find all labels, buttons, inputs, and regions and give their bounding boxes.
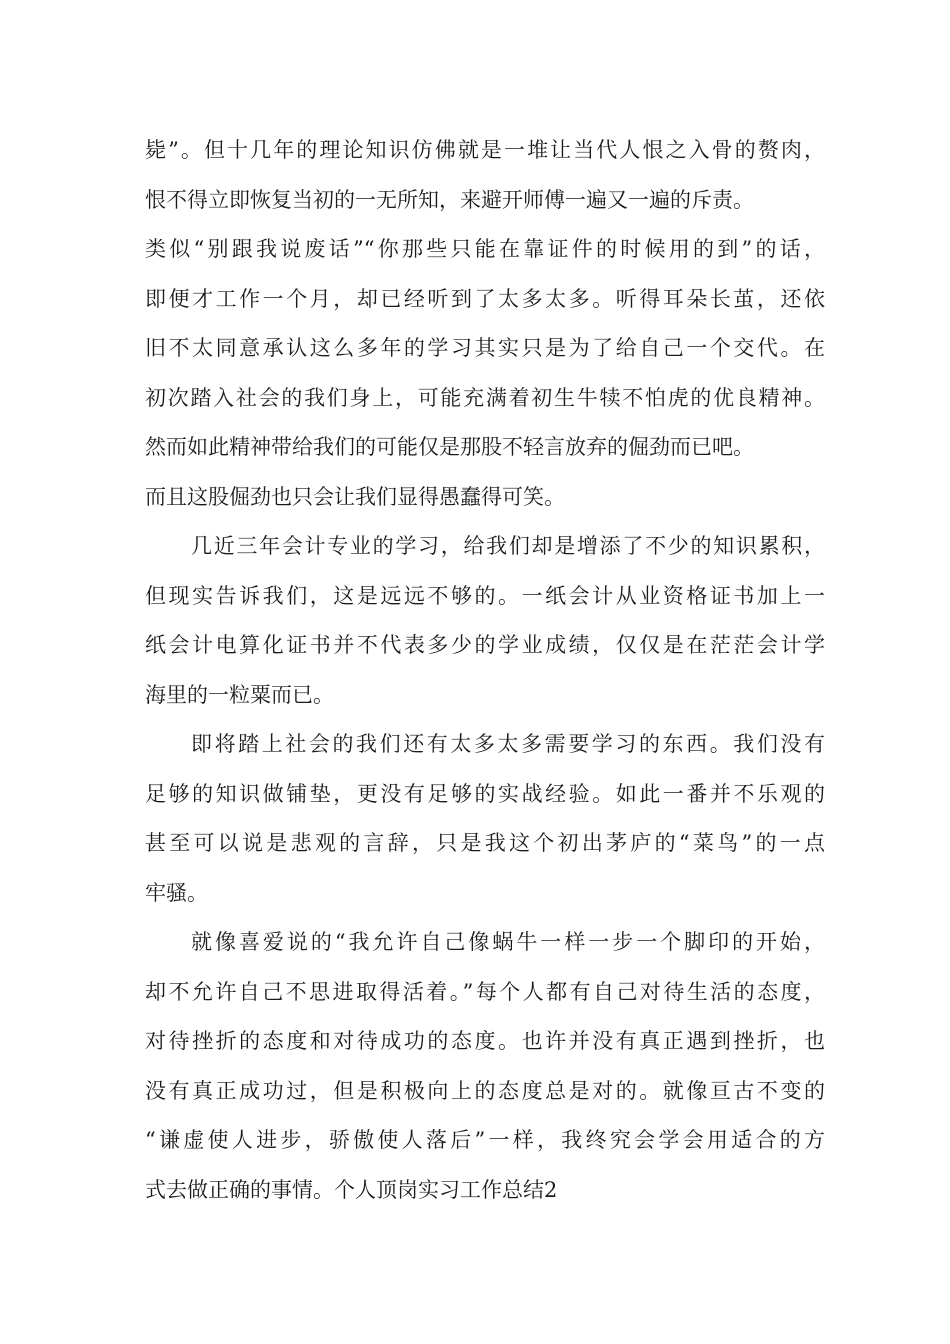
text-line: 即便才工作一个月，却已经听到了太多太多。听得耳朵长茧，还依 [145, 286, 825, 311]
text-line: 海里的一粒粟而已。 [145, 682, 334, 707]
text-line: 然而如此精神带给我们的可能仅是那股不轻言放弃的倔劲而已吧。 [145, 435, 754, 459]
text-line: 式去做正确的事情。个人顶岗实习工作总结2 [145, 1177, 558, 1202]
text-line: 但现实告诉我们，这是远远不够的。一纸会计从业资格证书加上一 [145, 583, 825, 608]
text-line: 牢骚。 [145, 880, 208, 905]
text-line: 就像喜爱说的“我允许自己像蜗牛一样一步一个脚印的开始， [191, 930, 825, 954]
text-line: 旧不太同意承认这么多年的学习其实只是为了给自己一个交代。在 [145, 336, 825, 360]
text-line: 恨不得立即恢复当初的一无所知，来避开师傅一遍又一遍的斥责。 [145, 187, 754, 212]
text-line: 类似“别跟我说废话”“你那些只能在靠证件的时候用的到”的话， [145, 237, 825, 261]
text-line: 没有真正成功过，但是积极向上的态度总是对的。就像亘古不变的 [145, 1078, 825, 1103]
text-line: 毙”。但十几年的理论知识仿佛就是一堆让当代人恨之入骨的赘肉， [145, 138, 825, 162]
text-line: 纸会计电算化证书并不代表多少的学业成绩，仅仅是在茫茫会计学 [145, 633, 825, 657]
text-line: 而且这股倔劲也只会让我们显得愚蠢得可笑。 [145, 484, 565, 509]
text-line: 足够的知识做铺垫，更没有足够的实战经验。如此一番并不乐观的 [145, 781, 825, 806]
text-line: 几近三年会计专业的学习，给我们却是增添了不少的知识累积， [191, 534, 825, 558]
text-line: “谦虚使人进步，骄傲使人落后”一样，我终究会学会用适合的方 [145, 1128, 825, 1152]
text-line: 初次踏入社会的我们身上，可能充满着初生牛犊不怕虎的优良精神。 [145, 385, 825, 410]
text-line: 却不允许自己不思进取得活着。”每个人都有自己对待生活的态度， [145, 979, 825, 1004]
text-line: 即将踏上社会的我们还有太多太多需要学习的东西。我们没有 [191, 732, 825, 756]
body-text [145, 126, 825, 1215]
text-line: 甚至可以说是悲观的言辞，只是我这个初出茅庐的“菜鸟”的一点 [145, 831, 825, 855]
text-line: 对待挫折的态度和对待成功的态度。也许并没有真正遇到挫折，也 [145, 1029, 825, 1053]
